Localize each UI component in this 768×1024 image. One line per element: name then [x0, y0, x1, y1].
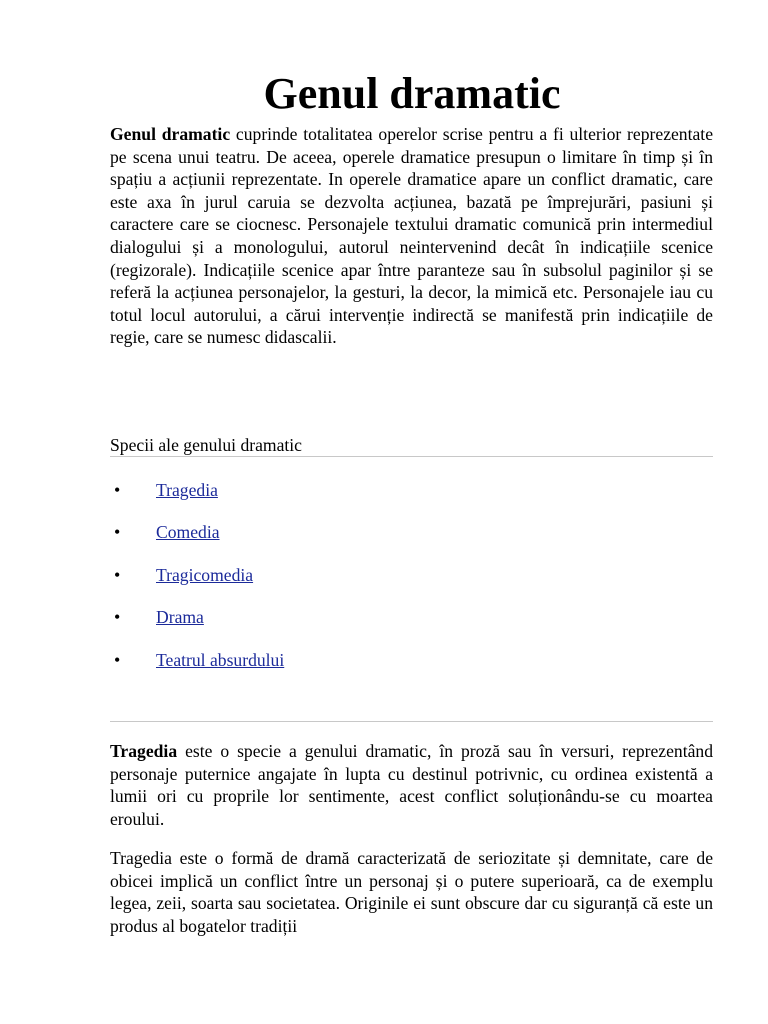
tragedy-term: Tragedia: [110, 741, 178, 761]
bullet-icon: •: [114, 480, 121, 500]
species-list: [110, 478, 713, 690]
bullet-icon: •: [114, 607, 121, 628]
intro-term: Genul dramatic: [110, 124, 231, 144]
horizontal-rule: [110, 456, 713, 457]
intro-paragraph: [110, 123, 713, 349]
horizontal-rule: [110, 721, 713, 722]
list-item: [110, 648, 713, 690]
tragedy-paragraph-1: [110, 740, 713, 830]
list-item: [110, 520, 713, 562]
list-item: [110, 563, 713, 605]
link-comedia[interactable]: Comedia: [156, 522, 220, 543]
page-title: Genul dramatic: [263, 69, 561, 118]
tragedy-text-1: este o specie a genului dramatic, în proză sau în versuri, reprezentând personaje puternice angajate în lupta cu destinul potrivnic, cu ordinea existentă a lumii ori cu proprile lor sentimente, acest conflict soluționându-se cu moartea eroului.: [110, 741, 713, 829]
species-heading: Specii ale genului dramatic: [110, 435, 302, 455]
bullet-icon: •: [114, 522, 121, 543]
link-tragedia[interactable]: Tragedia: [156, 480, 218, 500]
intro-text: cuprinde totalitatea operelor scrise pentru a fi ulterior reprezentate pe scena unui teatru. De aceea, operele dramatice presupun o limitare în timp și în spațiu a acțiunii reprezentate. In operele dramatice apare un conflict dramatic, care este axa în jurul caruia se dezvolta acțiunea, bazată pe împrejurări, pasiuni și caractere care se ciocnesc. Personajele textului dramatic comunică prin intermediul dialogului și a monologului, autorul neintervenind decât în indicațiile scenice (regizorale). Indicațiile scenice apar între paranteze sau în subsolul paginilor și se referă la acțiunea personajelor, la gesturi, la decor, la mimică etc. Personajele iau cu totul locul autorului, a cărui intervenție indirectă se manifestă prin indicațiile de regie, care se numesc didascalii.: [110, 124, 714, 348]
list-item: [110, 478, 713, 520]
link-teatrul-absurdului[interactable]: Teatrul absurdului: [156, 649, 285, 670]
bullet-icon: •: [114, 649, 121, 670]
link-tragicomedia[interactable]: Tragicomedia: [156, 564, 254, 585]
link-drama[interactable]: Drama: [156, 607, 204, 628]
list-item: [110, 605, 713, 647]
bullet-icon: •: [114, 564, 121, 585]
tragedy-paragraph-2: Tragedia este o formă de dramă caracterizată de seriozitate și demnitate, care de obicei implică un conflict între un personaj și o putere superioară, ca de exemplu legea, zeii, soarta sau societatea. Originile ei sunt obscure dar cu siguranță că este un produs al bogatelor tradiții: [110, 848, 713, 936]
